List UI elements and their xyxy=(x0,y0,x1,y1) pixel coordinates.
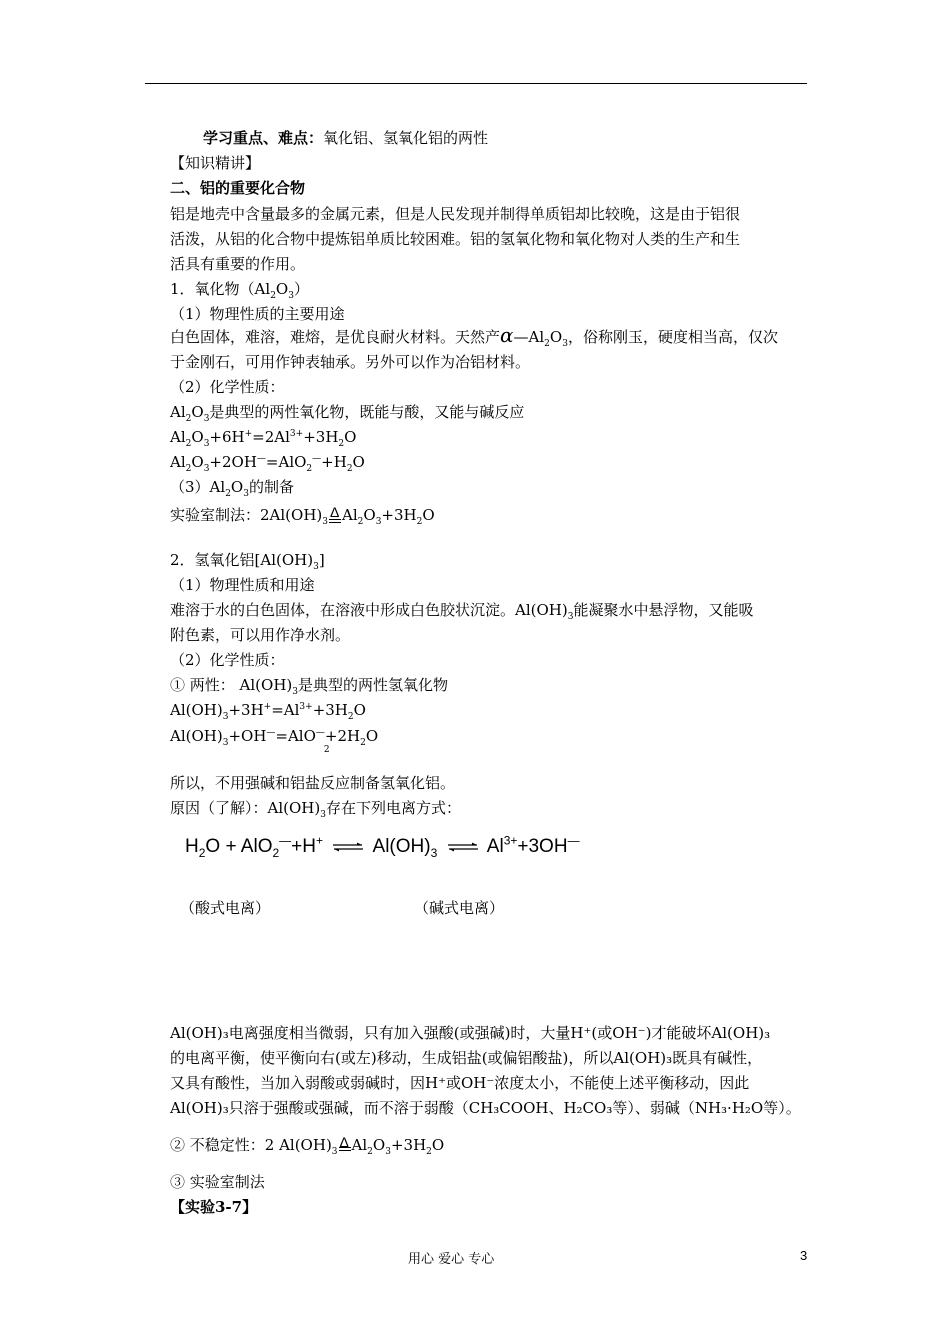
oxide-phys-line-2: 于金刚石，可用作钟表轴承。另外可以作为冶铝材料。 xyxy=(170,353,531,371)
hydroxide-phys-title: （1）物理性质和用途 xyxy=(170,576,315,594)
amphoteric-line: ① 两性： $Al(OH)_3$是典型的两性氢氧化物 xyxy=(170,676,448,697)
oxide-phys-title: （1）物理性质的主要用途 xyxy=(170,305,345,323)
acid-ionization-label: （酸式电离） xyxy=(180,899,271,917)
equilibrium-arrow-icon xyxy=(447,842,479,852)
oxide-title: 1．氧化物$(Al_2O_3)$ xyxy=(170,280,309,301)
intro-line-1: 铝是地壳中含量最多的金属元素，但是人民发现并制得单质铝却比较晚，这是由于铝很 xyxy=(170,205,741,223)
oxide-phys-line-1: 白色固体，难溶，难熔，是优良耐火材料。天然产$\alpha—Al_2O_3$，俗称刚玉，硬度相当高，仅次 xyxy=(170,323,778,349)
hydroxide-title: 2．氢氧化铝$[Al(OH)_3]$ xyxy=(170,551,325,572)
unstable-line: ② 不稳定性：2 $Al(OH)_3$ Δ $Al_2O_3+3H_2O$ xyxy=(170,1134,445,1157)
experiment-label: 【实验3-7】 xyxy=(170,1198,258,1216)
hydroxide-phys-line-1: 难溶于水的白色固体，在溶液中形成白色胶状沉淀。$Al(OH)_3$能凝聚水中悬浮物，又能吸 xyxy=(170,601,754,622)
knowledge-bracket: 【知识精讲】 xyxy=(170,154,261,172)
key-points-label: 学习重点、难点： xyxy=(203,129,324,147)
intro-line-3: 活具有重要的作用。 xyxy=(170,255,306,273)
oxide-equation-acid: $Al_2O_3+6H^+=2Al^{3+}+3H_2O$ xyxy=(170,428,357,449)
para-line-2: 的电离平衡，使平衡向右(或左)移动，生成铝盐(或偏铝酸盐)，所以Al(OH)₃既具有碱性， xyxy=(170,1049,763,1067)
page-footer: 用心 爱心 专心 xyxy=(408,1252,495,1267)
equilibrium-arrow-icon xyxy=(332,842,364,852)
para-line-3: 又具有酸性，当加入弱酸或弱碱时，因H⁺或OH⁻浓度太小，不能使上述平衡移动，因此 xyxy=(170,1074,750,1092)
key-points-text: 氧化铝、氢氧化铝的两性 xyxy=(323,129,489,147)
para-line-1: Al(OH)₃电离强度相当微弱，只有加入强酸(或强碱)时，大量H⁺(或OH⁻)才能破坏Al(OH)₃ xyxy=(170,1024,771,1042)
key-points-line xyxy=(203,128,488,148)
lab-prep-line: ③ 实验室制法 xyxy=(170,1173,265,1191)
oxide-equation-base: $Al_2O_3+2OH^—=AlO_2^—+H_2O$ xyxy=(170,453,365,474)
alpha-symbol: α xyxy=(500,323,514,347)
oxide-prep-line: 实验室制法：$2Al(OH)_3$ Δ $Al_2O_3+3H_2O$ xyxy=(170,504,435,527)
intro-line-2: 活泼，从铝的化合物中提炼铝单质比较困难。铝的氢氧化物和氧化物对人类的生产和生 xyxy=(170,230,741,248)
page-number: 3 xyxy=(800,1248,808,1263)
conclusion-line: 所以，不用强碱和铝盐反应制备氢氧化铝。 xyxy=(170,774,456,792)
oxide-prep-title: $(3)Al_2O_3$的制备 xyxy=(170,478,294,499)
heat-symbol: Δ xyxy=(339,1134,349,1150)
para-line-4: Al(OH)₃只溶于强酸或强碱，而不溶于弱酸（CH₃COOH、H₂CO₃等）、弱碱（NH₃·H₂O等）。 xyxy=(170,1099,801,1117)
header-rule xyxy=(145,83,807,84)
hydroxide-phys-line-2: 附色素，可以用作净水剂。 xyxy=(170,626,351,644)
hydroxide-equation-acid: $Al(OH)_3+3H^+=Al^{3+}+3H_2O$ xyxy=(170,701,366,722)
hydroxide-equation-base: $Al(OH)_3+OH^—=AlO^—$ 2 $+2H_2O$ xyxy=(170,727,379,755)
oxide-chem-line: $Al_2O_3$是典型的两性氧化物，既能与酸，又能与碱反应 xyxy=(170,403,525,424)
oxide-chem-title: （2）化学性质： xyxy=(170,378,285,396)
heat-symbol: Δ xyxy=(328,504,342,524)
base-ionization-label: （碱式电离） xyxy=(414,899,505,917)
hydroxide-chem-title: （2）化学性质： xyxy=(170,651,285,669)
ionization-equation: $H_2O + AlO_2^—+H^+$ $Al(OH)_3$ $Al^{3+}+3OH^—$ xyxy=(185,833,580,860)
section-title: 二、铝的重要化合物 xyxy=(170,179,306,197)
reason-line: 原因（了解）：$Al(OH)_3$存在下列电离方式： xyxy=(170,799,461,820)
